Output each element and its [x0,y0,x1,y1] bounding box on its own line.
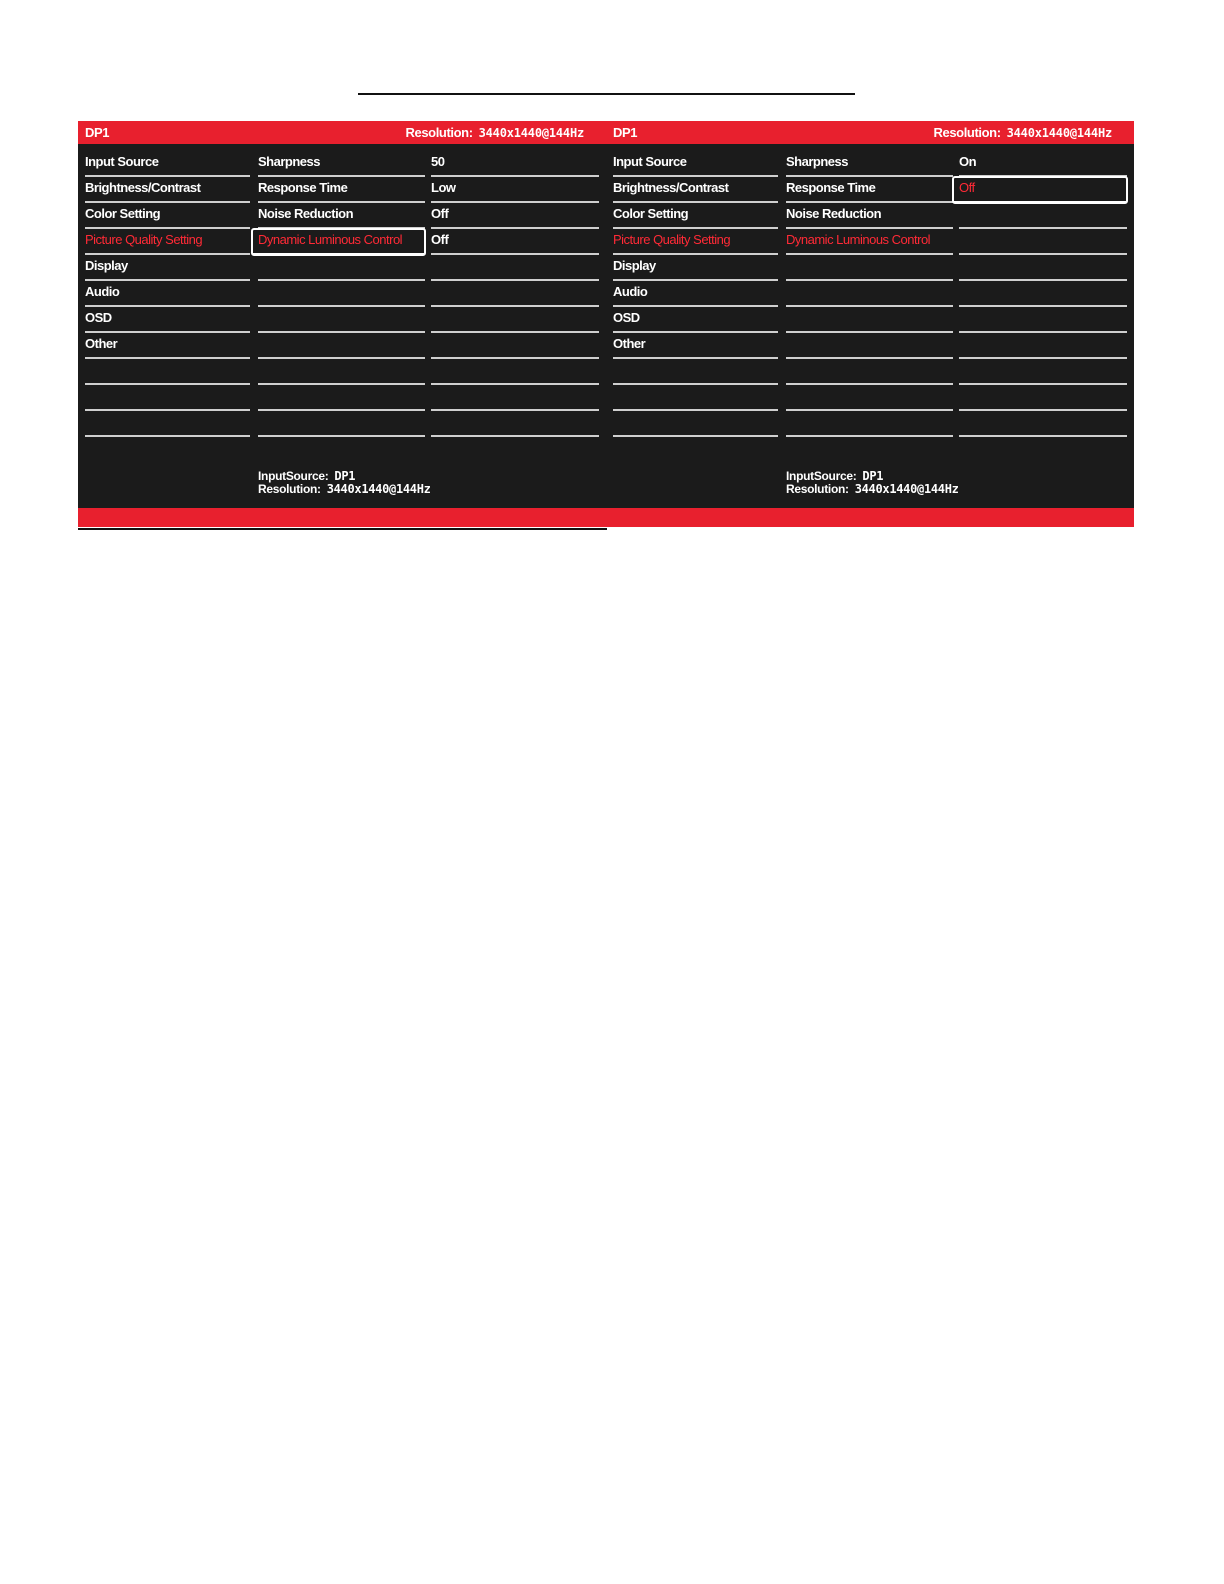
menu-item-empty [85,385,250,411]
value-empty [431,255,599,281]
value-empty [959,255,1127,281]
menu-item-empty [613,411,778,437]
value-option-on[interactable]: On [959,151,1127,177]
menu-item-color-setting[interactable]: Color Setting [613,203,778,229]
value-empty [431,359,599,385]
values-column [431,151,599,437]
value-empty [959,203,1127,229]
menu-item-audio[interactable]: Audio [613,281,778,307]
setting-empty [258,307,425,333]
input-source-label: DP1 [613,125,638,140]
value-empty [959,411,1127,437]
setting-noise-reduction[interactable]: Noise Reduction [786,203,953,229]
main-menu-column [85,151,250,437]
osd-screen-right [606,121,1134,527]
value-empty [431,333,599,359]
menu-item-audio[interactable]: Audio [85,281,250,307]
menu-item-empty [613,385,778,411]
menu-item-osd[interactable]: OSD [85,307,250,333]
menu-item-empty [613,359,778,385]
menu-item-display[interactable]: Display [85,255,250,281]
top-divider-line [358,93,855,95]
setting-dynamic-luminous-control[interactable]: Dynamic Luminous Control [786,229,953,255]
setting-empty [786,359,953,385]
status-resolution: Resolution: 3440x1440@144Hz [258,482,431,496]
resolution-readout: Resolution: 3440x1440@144Hz [405,125,584,140]
menu-item-brightness-contrast[interactable]: Brightness/Contrast [85,177,250,203]
value-response-time[interactable]: Low [431,177,599,203]
value-noise-reduction[interactable]: Off [431,203,599,229]
value-empty [959,359,1127,385]
value-option-off[interactable]: Off [953,177,1127,203]
osd-title-bar [606,121,1134,144]
menu-item-picture-quality-setting[interactable]: Picture Quality Setting [613,229,778,255]
setting-empty [258,281,425,307]
value-empty [959,229,1127,255]
bottom-divider-line [78,528,607,530]
setting-empty [786,255,953,281]
value-empty [431,411,599,437]
value-dynamic-luminous-control[interactable]: Off [431,229,599,255]
value-empty [959,281,1127,307]
value-empty [959,385,1127,411]
setting-empty [258,333,425,359]
menu-item-input-source[interactable]: Input Source [613,151,778,177]
menu-item-empty [85,359,250,385]
setting-sharpness[interactable]: Sharpness [258,151,425,177]
menu-item-other[interactable]: Other [85,333,250,359]
setting-empty [258,255,425,281]
menu-item-other[interactable]: Other [613,333,778,359]
status-input-source: InputSource: DP1 [786,469,884,483]
value-empty [431,307,599,333]
value-empty [431,281,599,307]
setting-empty [258,359,425,385]
osd-title-bar [78,121,606,144]
value-sharpness[interactable]: 50 [431,151,599,177]
setting-dynamic-luminous-control[interactable]: Dynamic Luminous Control [252,229,425,255]
osd-footer-bar [606,508,1134,527]
menu-item-osd[interactable]: OSD [613,307,778,333]
settings-column [786,151,953,437]
menu-item-display[interactable]: Display [613,255,778,281]
value-empty [959,307,1127,333]
status-input-source: InputSource: DP1 [258,469,356,483]
setting-empty [786,333,953,359]
setting-empty [258,411,425,437]
status-info [258,470,431,496]
menu-item-picture-quality-setting[interactable]: Picture Quality Setting [85,229,250,255]
resolution-readout: Resolution: 3440x1440@144Hz [933,125,1112,140]
value-empty [431,385,599,411]
setting-sharpness[interactable]: Sharpness [786,151,953,177]
setting-empty [786,307,953,333]
setting-empty [258,385,425,411]
menu-item-input-source[interactable]: Input Source [85,151,250,177]
setting-noise-reduction[interactable]: Noise Reduction [258,203,425,229]
osd-footer-bar [78,508,606,527]
menu-item-empty [85,411,250,437]
menu-item-brightness-contrast[interactable]: Brightness/Contrast [613,177,778,203]
setting-empty [786,281,953,307]
setting-empty [786,411,953,437]
values-column [959,151,1127,437]
main-menu-column [613,151,778,437]
setting-response-time[interactable]: Response Time [258,177,425,203]
setting-response-time[interactable]: Response Time [786,177,953,203]
osd-screen-left [78,121,606,527]
status-resolution: Resolution: 3440x1440@144Hz [786,482,959,496]
settings-column [258,151,425,437]
setting-empty [786,385,953,411]
menu-item-color-setting[interactable]: Color Setting [85,203,250,229]
input-source-label: DP1 [85,125,110,140]
status-info [786,470,959,496]
value-empty [959,333,1127,359]
